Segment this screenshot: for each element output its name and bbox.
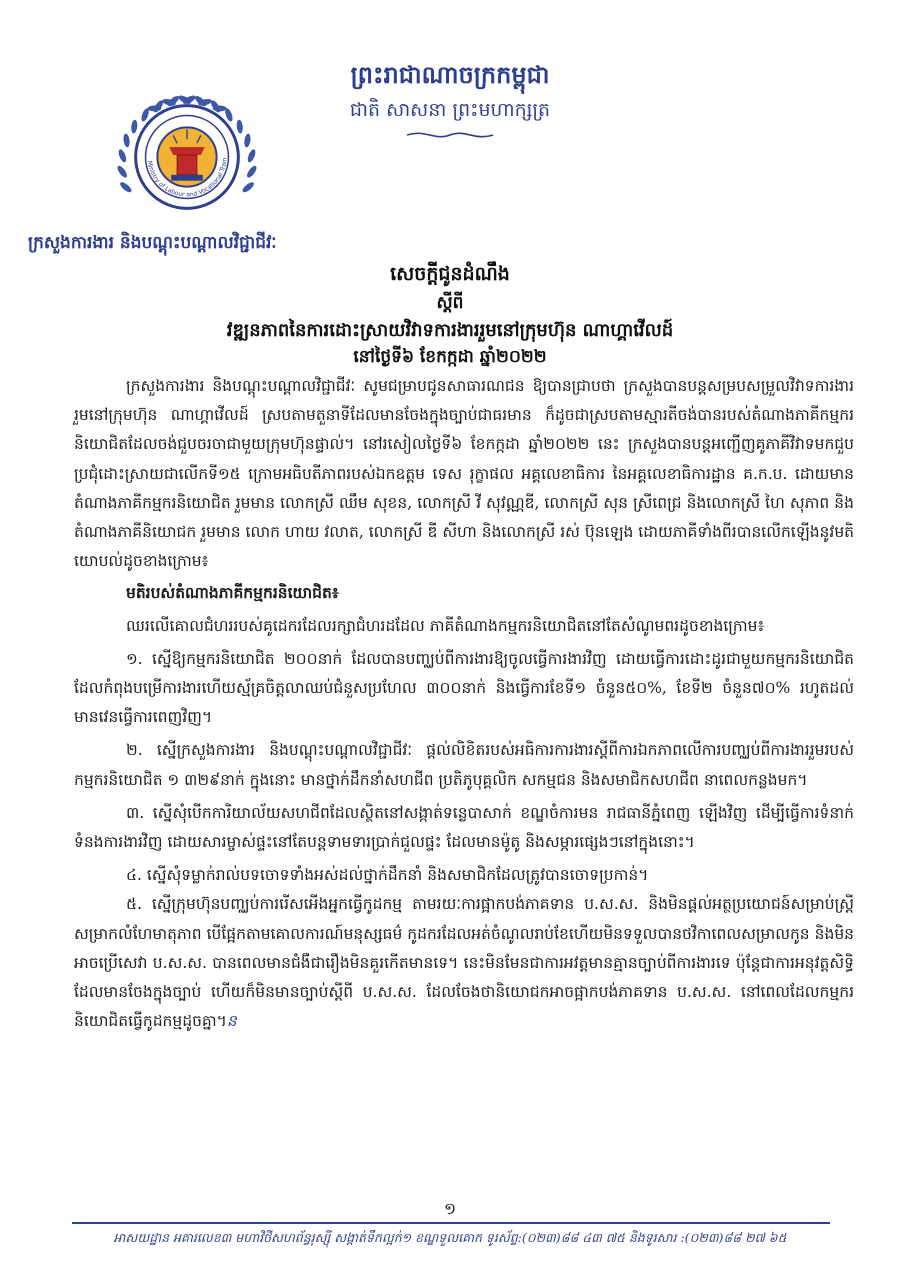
footer-address: អាសយដ្ឋាន អគារលេខ៣ មហាវិថីសហព័ន្ធរុស្ស៊ី សង្កាត់ទឹកល្អក់១ ខណ្ឌទួលគោក ទូរស័ព្ទ:(០២៣)៨៨ ៤៣ ៧៥ និងទូរសារ :(០២៣)៨៨ ២៧ ៦៥: [113, 1230, 787, 1245]
emblem-shield: [169, 147, 205, 155]
wreath-leaf: [131, 119, 138, 133]
kingdom-title: ព្រះរាជាណាចក្រកម្ពុជា: [350, 60, 550, 89]
list-item: ២. ស្នើក្រសួងការងារ និងបណ្តុះបណ្តាលវិជ្ជាជីវៈ ផ្តល់លិខិតរបស់អធិការការងារស្តីពីការឯកភាពលើការបញ្ឈប់ពីការងាររួមរបស់កម្មករនិយោជិត ១ ៣២៩នាក់ ក្នុងនោះ មានថ្នាក់ដឹកនាំសហជីព ប្រតិភូបុគ្គលិក សកម្មជន និងសមាជិកសហជីព នាពេលកន្លងមក។: [74, 741, 854, 789]
ornament-divider: [405, 128, 495, 142]
list-item: ៣. ស្នើសុំបើកការិយាល័យសហជីពដែលស្ថិតនៅសង្កាត់ទន្លេបាសាក់ ខណ្ឌចំការមន រាជធានីភ្នំពេញ ឡើងវិញ ដើម្បីធ្វើការទំនាក់ទំនងការងារវិញ ដោយសារម្ចាស់ផ្ទះនៅតែបន្តទាមទារប្រាក់ជួលផ្ទះ ដែលមានម៉ូតូ និងសម្ភារផ្សេងៗនៅក្នុងនោះ។: [74, 803, 854, 852]
initials-mark: ន: [226, 1012, 237, 1031]
wreath-leaf: [148, 105, 162, 111]
notice-subject: វឌ្ឍនភាពនៃការដោះស្រាយវិវាទការងាររួមនៅក្រុមហ៊ុន ណាហ្គាវើលដ៍: [226, 320, 674, 341]
wreath-leaf: [119, 181, 133, 194]
list-item: ៥. ស្នើក្រុមហ៊ុនបញ្ឈប់ការរើសអើងអ្នកធ្វើកូដកម្ម តាមរយៈការផ្អាកបង់ភាគទាន ប.ស.ស. និងមិនផ្តល់អត្ថប្រយោជន៍សម្រាប់ស្ត្រីសម្រាកលំហែមាតុភាព បើផ្អែកតាមគោលការណ៍មនុស្សធម៌ កូដករដែលអត់ចំណូលរាប់ខែហើយមិនទទួលបានថវិកាពេលសម្រាលកូន និងមិនអាចប្រើសេវា ប.ស.ស. បានពេលមានជំងឺជារឿងមិនគួរកើតមានទេ។ នេះមិនមែនជាការអវត្តមានគ្មានច្បាប់ពីការងារទេ ប៉ុន្តែជាការអនុវត្តសិទ្ធិដែលមានចែងក្នុងច្បាប់ ហើយក៏មិនមានច្បាប់ស្តីពី ប.ស.ស. ដែលចែងថានិយោជកអាចផ្អាកបង់ភាគទាន ប.ស.ស. នៅពេលដែលកម្មករនិយោជិតធ្វើកូដកម្មដូចគ្នា។ន: [74, 895, 854, 1031]
section-heading: មតិរបស់តំណាងភាគីកម្មករនិយោជិត៖: [126, 583, 339, 603]
notice-date: នៅថ្ងៃទី៦ ខែកក្កដា ឆ្នាំ២០២២: [353, 347, 547, 367]
footer-divider: [72, 1222, 830, 1224]
notice-body: [74, 372, 854, 1036]
national-motto: ជាតិ សាសនា ព្រះមហាក្សត្រ: [349, 99, 551, 121]
wreath-leaf: [123, 133, 131, 148]
wreath-leaf: [244, 133, 252, 148]
heading-note: ឈរលើគោលជំហររបស់គូដេករដែលរក្សាជំហរដដែល ភាគីតំណាងកម្មករនិយោជិតនៅតែសំណូមពរដូចខាងក្រោម៖: [126, 616, 765, 635]
page-number: ១: [443, 1199, 457, 1218]
wreath-leaf: [116, 164, 129, 179]
intro-paragraph: ក្រសួងការងារ និងបណ្តុះបណ្តាលវិជ្ជាជីវៈ សូមជម្រាបជូនសាធារណជន ឱ្យបានជ្រាបថា ក្រសួងបានបន្តសម្របសម្រួលវិវាទការងាររួមនៅក្រុមហ៊ុន ណាហ្គាវើលដ៍ ស្របតាមតួនាទីដែលមានចែងក្នុងច្បាប់ជាធរមាន ក៏ដូចជាស្របតាមស្មារតីចង់បានរបស់តំណាងភាគីកម្មករនិយោជិតដែលចង់ជួបចរចាជាមួយក្រុមហ៊ុនផ្ទាល់។ នៅរសៀលថ្ងៃទី៦ ខែកក្កដា ឆ្នាំ២០២២ នេះ ក្រសួងបានបន្តអញ្ជើញគូភាគីវិវាទមកជួបប្រជុំដោះស្រាយជាលើកទី១៥ ក្រោមអធិបតីភាពរបស់ឯកឧត្តម ទេស រុក្ខាផល អគ្គលេខាធិការ នៃអគ្គលេខាធិការដ្ឋាន គ.ក.ប. ដោយមានតំណាងភាគីកម្មករនិយោជិត រួមមាន លោកស្រី ឈឹម សុខន, លោកស្រី វី សុវណ្ណឌី, លោកស្រី សុន ស្រីពេជ្រ និងលោកស្រី ហៃ សុភាព និងតំណាងភាគីនិយោជក រួមមាន លោក ហាយ វលាត, លោកស្រី ឌី សីហា និងលោកស្រី រស់ ប៊ុនឡេង ដោយភាគីទាំងពីរបានលើកឡើងនូវមតិយោបល់ដូចខាងក្រោម៖: [74, 377, 854, 571]
emblem-text: Ministry of Labour and Vocational Train: [145, 157, 229, 199]
wreath-leaf: [241, 181, 255, 194]
list-item: ៤. ស្នើសុំទម្លាក់រាល់បទចោទទាំងអស់ដល់ថ្នាក់ដឹកនាំ និងសមាជិកដែលត្រូវបានចោទប្រកាន់។: [126, 866, 649, 885]
ministry-emblem: [108, 78, 266, 236]
wreath-leaf: [117, 148, 128, 163]
ministry-name: ក្រសួងការងារ និងបណ្តុះបណ្តាលវិជ្ជាជីវៈ: [28, 233, 277, 253]
notice-subject-label: ស្តីពី: [436, 293, 464, 313]
notice-title: សេចក្តីជូនដំណឹង: [390, 263, 510, 285]
wreath-leaf: [246, 148, 257, 163]
wreath-leaf: [245, 164, 258, 179]
list-item: ១. ស្នើឱ្យកម្មករនិយោជិត ២០០នាក់ ដែលបានបញ្ឈប់ពីការងារឱ្យចូលធ្វើការងារវិញ ដោយធ្វើការដោះដូរជាមួយកម្មករនិយោជិតដែលកំពុងបម្រើការងារហើយស្ម័គ្រចិត្តលាឈប់ជំនួសប្រហែល ៣០០នាក់ និងធ្វើការខែទី១ ចំនួន៥០%, ខែទី២ ចំនួន៧០% រហូតដល់មានវេនធ្វើការពេញវិញ។: [74, 649, 854, 727]
wreath-leaf: [236, 119, 243, 133]
